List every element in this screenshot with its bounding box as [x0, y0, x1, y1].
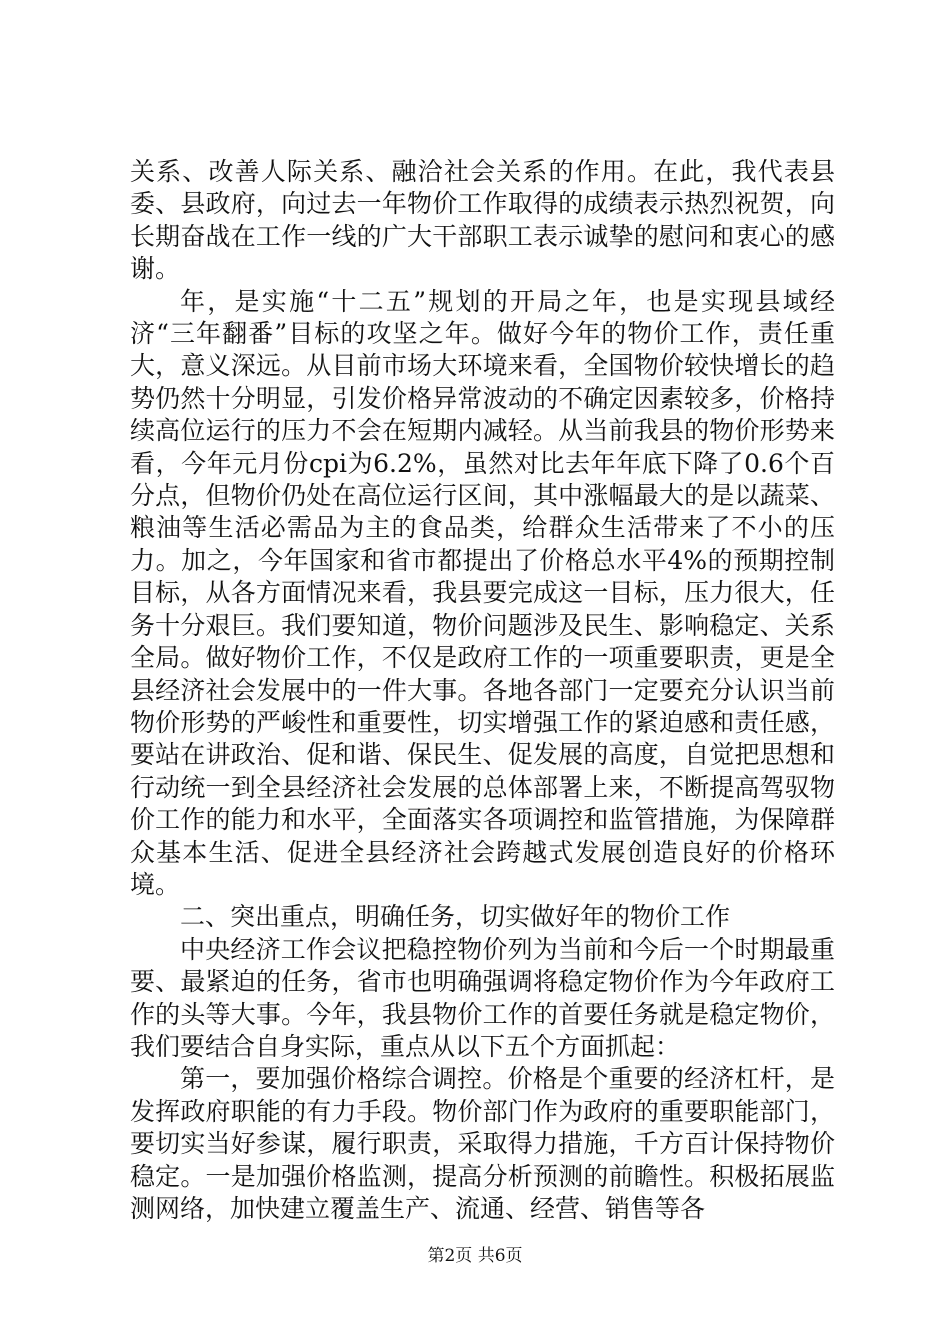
document-body — [130, 156, 835, 1225]
paragraph-continuation: 关系、改善人际关系、融洽社会关系的作用。在此，我代表县委、县政府，向过去一年物价工作取得的成绩表示热烈祝贺，向长期奋战在工作一线的广大干部职工表示诚挚的慰问和衷心的感谢。 — [130, 157, 835, 284]
paragraph-central-conference: 中央经济工作会议把稳控物价列为当前和今后一个时期最重要、最紧迫的任务，省市也明确强调将稳定物价作为今年政府工作的头等大事。今年，我县物价工作的首要任务就是稳定物价，我们要结合自身实际，重点从以下五个方面抓起： — [130, 934, 835, 1061]
paragraph-price-situation: 年，是实施“十二五”规划的开局之年，也是实现县域经济“三年翻番”目标的攻坚之年。做好今年的物价工作，责任重大，意义深远。从目前市场大环境来看，全国物价较快增长的趋势仍然十分明显，引发价格异常波动的不确定因素较多，价格持续高位运行的压力不会在短期内减轻。从当前我县的物价形势来看，今年元月份cpi为6.2%，虽然对比去年年底下降了0.6个百分点，但物价仍处在高位运行区间，其中涨幅最大的是以蔬菜、粮油等生活必需品为主的食品类，给群众生活带来了不小的压力。加之，今年国家和省市都提出了价格总水平4%的预期控制目标，从各方面情况来看，我县要完成这一目标，压力很大，任务十分艰巨。我们要知道，物价问题涉及民生、影响稳定、关系全局。做好物价工作，不仅是政府工作的一项重要职责，更是全县经济社会发展中的一件大事。各地各部门一定要充分认识当前物价形势的严峻性和重要性，切实增强工作的紧迫感和责任感，要站在讲政治、促和谐、保民生、促发展的高度，自觉把思想和行动统一到全县经济社会发展的总体部署上来，不断提高驾驭物价工作的能力和水平，全面落实各项调控和监管措施，为保障群众基本生活、促进全县经济社会跨越式发展创造良好的价格环境。 — [130, 286, 835, 899]
paragraph-first-task: 第一，要加强价格综合调控。价格是个重要的经济杠杆，是发挥政府职能的有力手段。物价部门作为政府的重要职能部门，要切实当好参谋，履行职责，采取得力措施，千方百计保持物价稳定。一是加强价格监测，提高分析预测的前瞻性。积极拓展监测网络，加快建立覆盖生产、流通、经营、销售等各 — [130, 1064, 835, 1223]
page-footer: 第2页 共6页 — [427, 1246, 523, 1266]
section-heading: 二、突出重点，明确任务，切实做好年的物价工作 — [180, 902, 731, 932]
